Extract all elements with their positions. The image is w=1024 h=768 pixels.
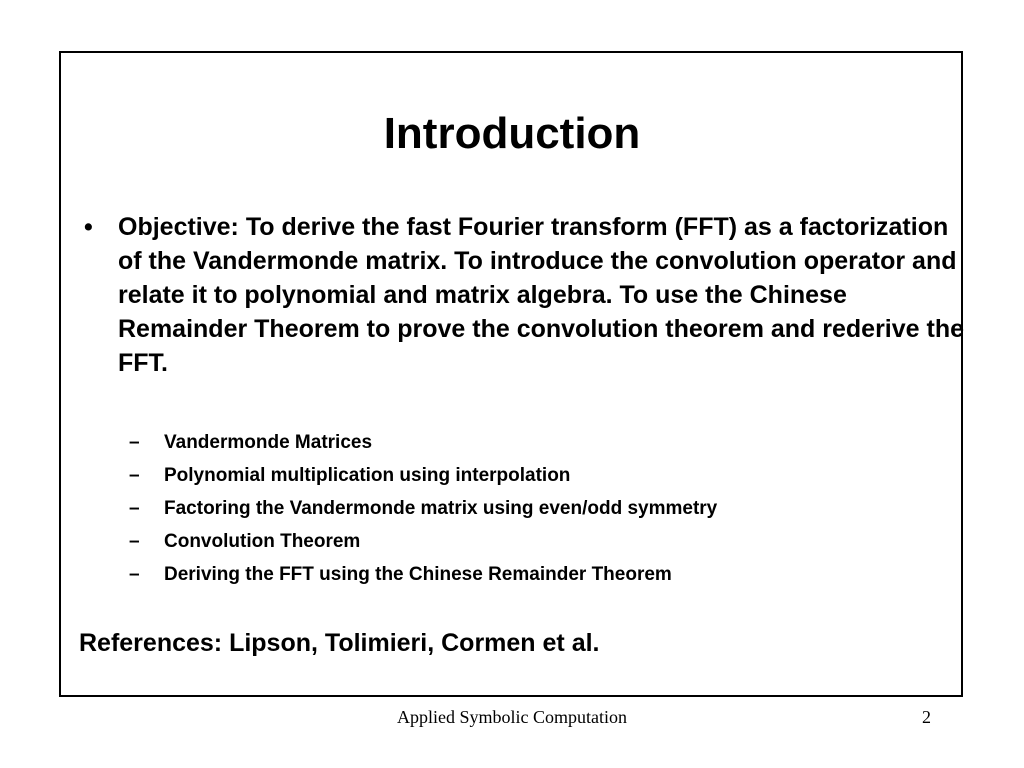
slide-title: Introduction [383, 109, 641, 158]
objective-text: Objective: To derive the fast Fourier transform (FFT) as a factorization of the Vandermonde matrix. To introduce the convolution operator and relate it to polynomial and matrix algebra. To use the Chinese Remainder Theorem to prove the convolution theorem and rederive the FFT. [118, 213, 964, 377]
references-text: References: Lipson, Tolimieri, Cormen et al. [79, 629, 600, 657]
list-item-label: Convolution Theorem [164, 531, 361, 552]
list-item [129, 426, 717, 459]
list-item [129, 525, 717, 558]
dash-marker: – [129, 531, 140, 552]
objective-bullet [78, 210, 968, 380]
topic-list [129, 426, 717, 591]
list-item-label: Polynomial multiplication using interpolation [164, 465, 571, 486]
list-item-label: Factoring the Vandermonde matrix using even/odd symmetry [164, 498, 718, 519]
bullet-marker: • [84, 213, 93, 241]
list-item-label: Deriving the FFT using the Chinese Remainder Theorem [164, 564, 672, 585]
list-item [129, 459, 717, 492]
dash-marker: – [129, 465, 140, 486]
dash-marker: – [129, 498, 140, 519]
list-item [129, 558, 717, 591]
dash-marker: – [129, 564, 140, 585]
list-item-label: Vandermonde Matrices [164, 432, 373, 453]
footer-title: Applied Symbolic Computation [397, 707, 627, 727]
dash-marker: – [129, 432, 140, 453]
list-item [129, 492, 717, 525]
page-number: 2 [922, 707, 931, 727]
